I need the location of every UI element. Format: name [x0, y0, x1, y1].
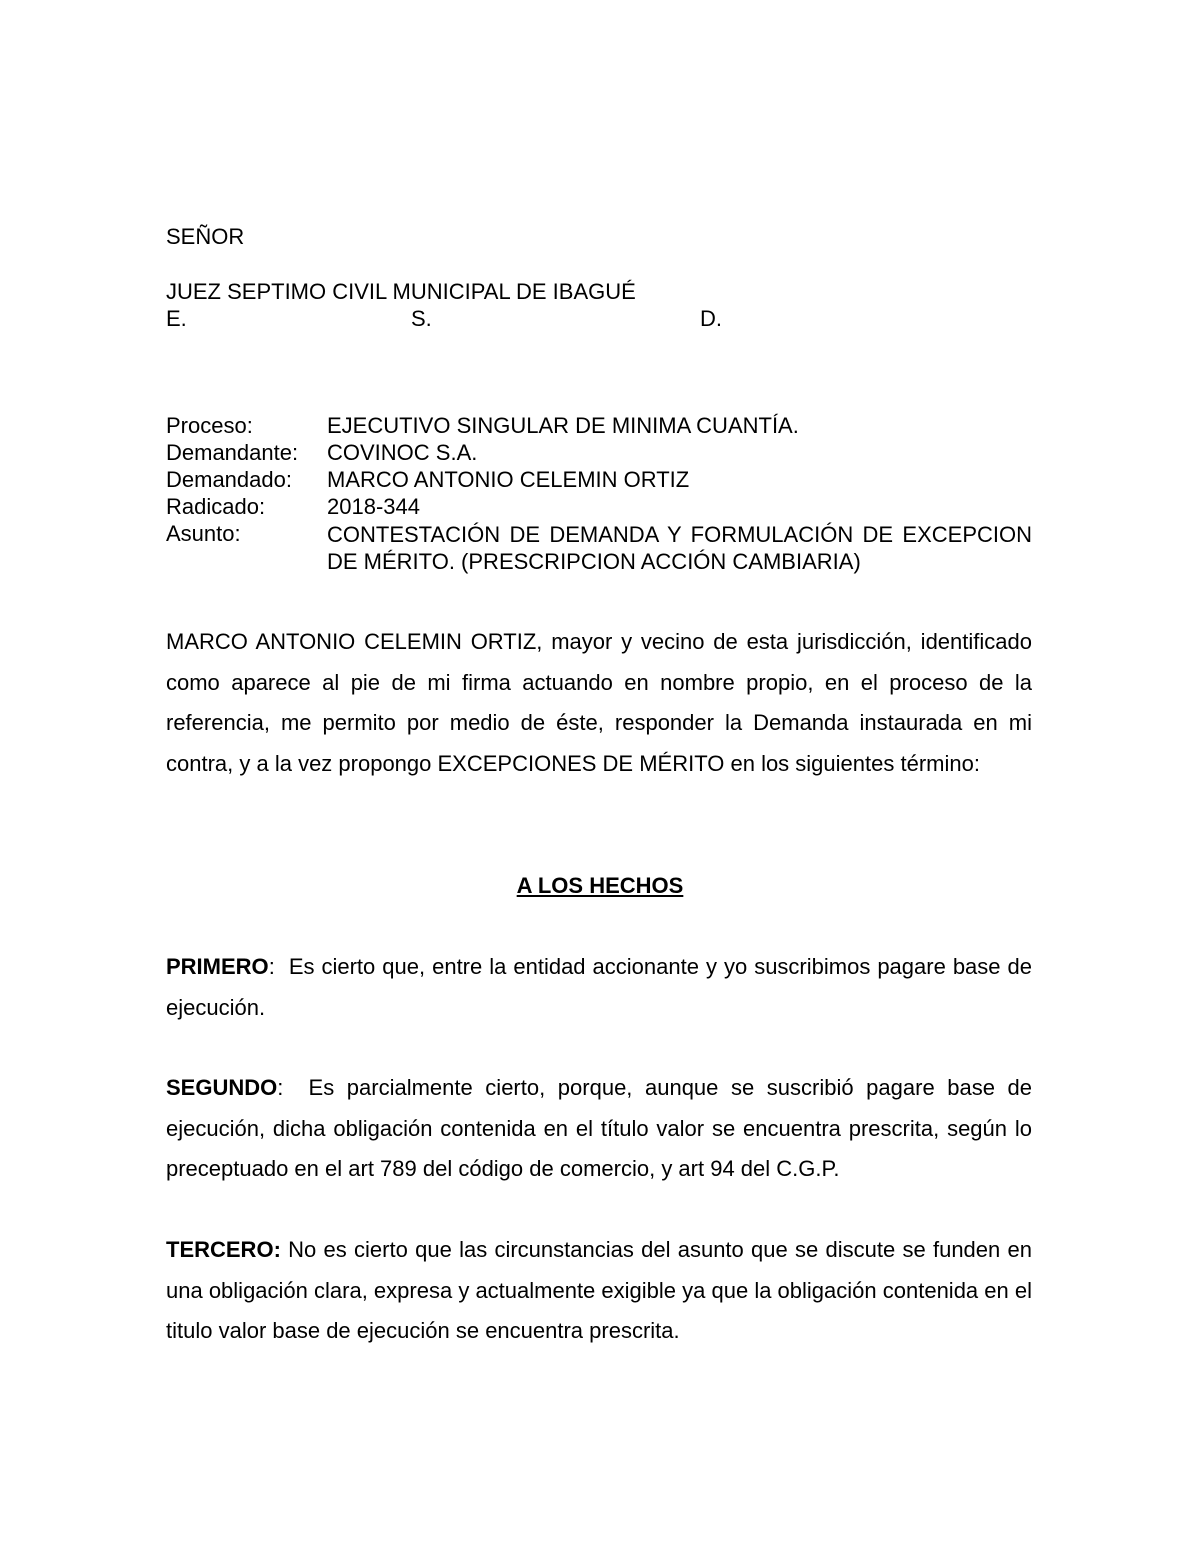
fact-primero: PRIMERO: Es cierto que, entre la entidad accionante y yo suscribimos pagare base de ejecución. — [166, 954, 1033, 1020]
fact-text: Es parcialmente cierto, porque, aunque se suscribió pagare base de ejecución, dicha obligación contenida en el título valor se encuentra prescrita, según lo preceptuado en el art 789 del código de comercio, y art 94 del C.G.P. — [166, 1075, 1033, 1181]
fact-text: Es cierto que, entre la entidad accionante y yo suscribimos pagare base de ejecución. — [166, 954, 1033, 1020]
fact-segundo: SEGUNDO: Es parcialmente cierto, porque, aunque se suscribió pagare base de ejecución, dicha obligación contenida en el título valor se encuentra prescrita, según lo preceptuado en el art 789 del código de comercio, y art 94 del C.G.P. — [166, 1075, 1033, 1181]
proceso-label: Proceso: — [166, 413, 253, 438]
fact-label: SEGUNDO — [166, 1075, 278, 1100]
addressee: JUEZ SEPTIMO CIVIL MUNICIPAL DE IBAGUÉ — [166, 279, 636, 304]
demandado-value: MARCO ANTONIO CELEMIN ORTIZ — [327, 467, 690, 492]
esd-s: S. — [411, 306, 432, 331]
asunto-label: Asunto: — [166, 521, 241, 546]
esd-d: D. — [700, 306, 722, 331]
esd-e: E. — [166, 306, 187, 331]
radicado-label: Radicado: — [166, 494, 266, 519]
radicado-value: 2018-344 — [327, 494, 420, 519]
section-heading: A LOS HECHOS — [516, 873, 684, 898]
salutation: SEÑOR — [166, 224, 245, 249]
intro-paragraph: MARCO ANTONIO CELEMIN ORTIZ, mayor y vecino de esta jurisdicción, identificado como aparece al pie de mi firma actuando en nombre propio, en el proceso de la referencia, me permito por medio de éste, responder la Demanda instaurada en mi contra, y a la vez propongo EXCEPCIONES DE MÉRITO en los siguientes término: — [166, 629, 1032, 776]
proceso-value: EJECUTIVO SINGULAR DE MINIMA CUANTÍA. — [327, 413, 799, 438]
asunto-value: CONTESTACIÓN DE DEMANDA Y FORMULACIÓN DE EXCEPCION DE MÉRITO. (PRESCRIPCION ACCIÓN CAMBIARIA) — [327, 522, 1032, 574]
fact-tercero: TERCERO: No es cierto que las circunstancias del asunto que se discute se funden en una obligación clara, expresa y actualmente exigible ya que la obligación contenida en el titulo valor base de ejecución se encuentra prescrita. — [166, 1237, 1032, 1343]
fact-label: TERCERO — [166, 1237, 274, 1262]
fact-text: No es cierto que las circunstancias del asunto que se discute se funden en una obligación clara, expresa y actualmente exigible ya que la obligación contenida en el titulo valor base de ejecución se encuentra prescrita. — [166, 1237, 1032, 1343]
demandado-label: Demandado: — [166, 467, 292, 492]
fact-label: PRIMERO — [166, 954, 269, 979]
demandante-value: COVINOC S.A. — [327, 440, 478, 465]
demandante-label: Demandante: — [166, 440, 299, 465]
